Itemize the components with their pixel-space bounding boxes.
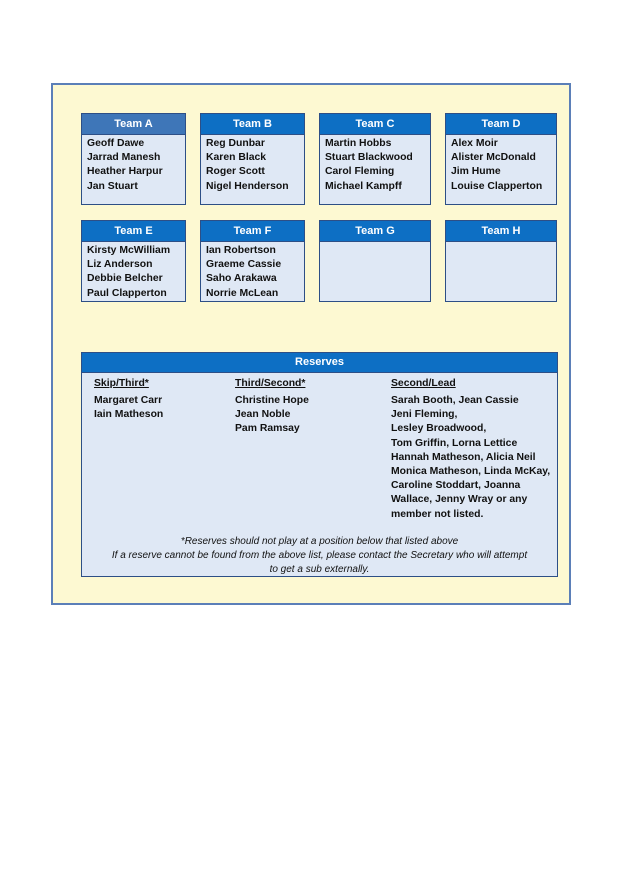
team-member: Norrie McLean — [206, 287, 279, 299]
team-title: Team G — [320, 221, 430, 242]
team-member: Jim Hume — [451, 166, 501, 178]
team-member: Jan Stuart — [87, 180, 138, 192]
team-card-b — [200, 113, 305, 205]
team-member: Reg Dunbar — [206, 138, 265, 149]
reserve-name: Sarah Booth, Jean Cassie — [391, 395, 519, 406]
reserve-name: Lesley Broadwood, — [391, 423, 487, 435]
column-heading: Third/Second* — [235, 378, 306, 389]
team-card-f — [200, 220, 305, 302]
team-member: Debbie Belcher — [87, 273, 163, 285]
team-card-d — [445, 113, 557, 205]
team-card-a — [81, 113, 186, 205]
column-heading: Skip/Third* — [94, 378, 149, 389]
team-title: Team B — [201, 114, 304, 135]
team-title: Team E — [82, 221, 185, 242]
team-member: Martin Hobbs — [325, 138, 392, 149]
team-member: Saho Arakawa — [206, 273, 277, 285]
team-member: Louise Clapperton — [451, 180, 543, 192]
reserves-column-skip-third — [94, 377, 163, 422]
team-member: Liz Anderson — [87, 259, 153, 271]
team-member: Carol Fleming — [325, 166, 395, 178]
team-title: Team D — [446, 114, 556, 135]
reserve-name: Jeni Fleming, — [391, 409, 458, 421]
note-line: If a reserve cannot be found from the above list, please contact the Secretary who will attempt — [111, 550, 528, 561]
reserve-name: Wallace, Jenny Wray or any — [391, 494, 528, 506]
team-member: Alex Moir — [451, 138, 498, 149]
reserve-name: Hannah Matheson, Alicia Neil — [391, 451, 536, 463]
team-members-empty — [320, 242, 430, 244]
reserves-title: Reserves — [82, 353, 557, 373]
team-member: Karen Black — [206, 152, 267, 164]
note-line: to get a sub externally. — [269, 564, 370, 575]
team-member: Kirsty McWilliam — [87, 245, 171, 256]
team-card-h — [445, 220, 557, 302]
team-card-g — [319, 220, 431, 302]
team-member: Paul Clapperton — [87, 287, 167, 299]
team-member: Roger Scott — [206, 166, 265, 178]
reserve-name: Monica Matheson, Linda McKay, — [391, 466, 551, 478]
column-heading: Second/Lead — [391, 378, 456, 389]
team-members-empty — [446, 242, 556, 244]
team-card-c — [319, 113, 431, 205]
team-member: Geoff Dawe — [87, 138, 145, 149]
team-member: Jarrad Manesh — [87, 152, 161, 164]
reserves-box — [81, 352, 558, 577]
reserve-name: member not listed. — [391, 508, 484, 520]
note-line: *Reserves should not play at a position below that listed above — [180, 536, 459, 547]
team-member: Graeme Cassie — [206, 259, 282, 271]
reserve-name: Iain Matheson — [94, 409, 164, 421]
reserves-notes — [82, 535, 557, 577]
reserves-column-second-lead — [391, 377, 550, 522]
reserve-name: Tom Griffin, Lorna Lettice — [391, 437, 518, 449]
team-member: Alister McDonald — [451, 152, 536, 164]
reserves-column-third-second — [235, 377, 309, 437]
team-title: Team H — [446, 221, 556, 242]
team-member: Ian Robertson — [206, 245, 276, 256]
team-member: Heather Harpur — [87, 166, 163, 178]
team-title: Team F — [201, 221, 304, 242]
reserve-name: Pam Ramsay — [235, 423, 300, 435]
team-member: Nigel Henderson — [206, 180, 289, 192]
reserve-name: Jean Noble — [235, 409, 291, 421]
team-member: Stuart Blackwood — [325, 152, 413, 164]
team-member: Michael Kampff — [325, 180, 402, 192]
team-title: Team C — [320, 114, 430, 135]
reserve-name: Margaret Carr — [94, 395, 163, 406]
reserve-name: Christine Hope — [235, 395, 309, 406]
team-card-e — [81, 220, 186, 302]
team-title: Team A — [82, 114, 185, 135]
reserve-name: Caroline Stoddart, Joanna — [391, 480, 521, 492]
